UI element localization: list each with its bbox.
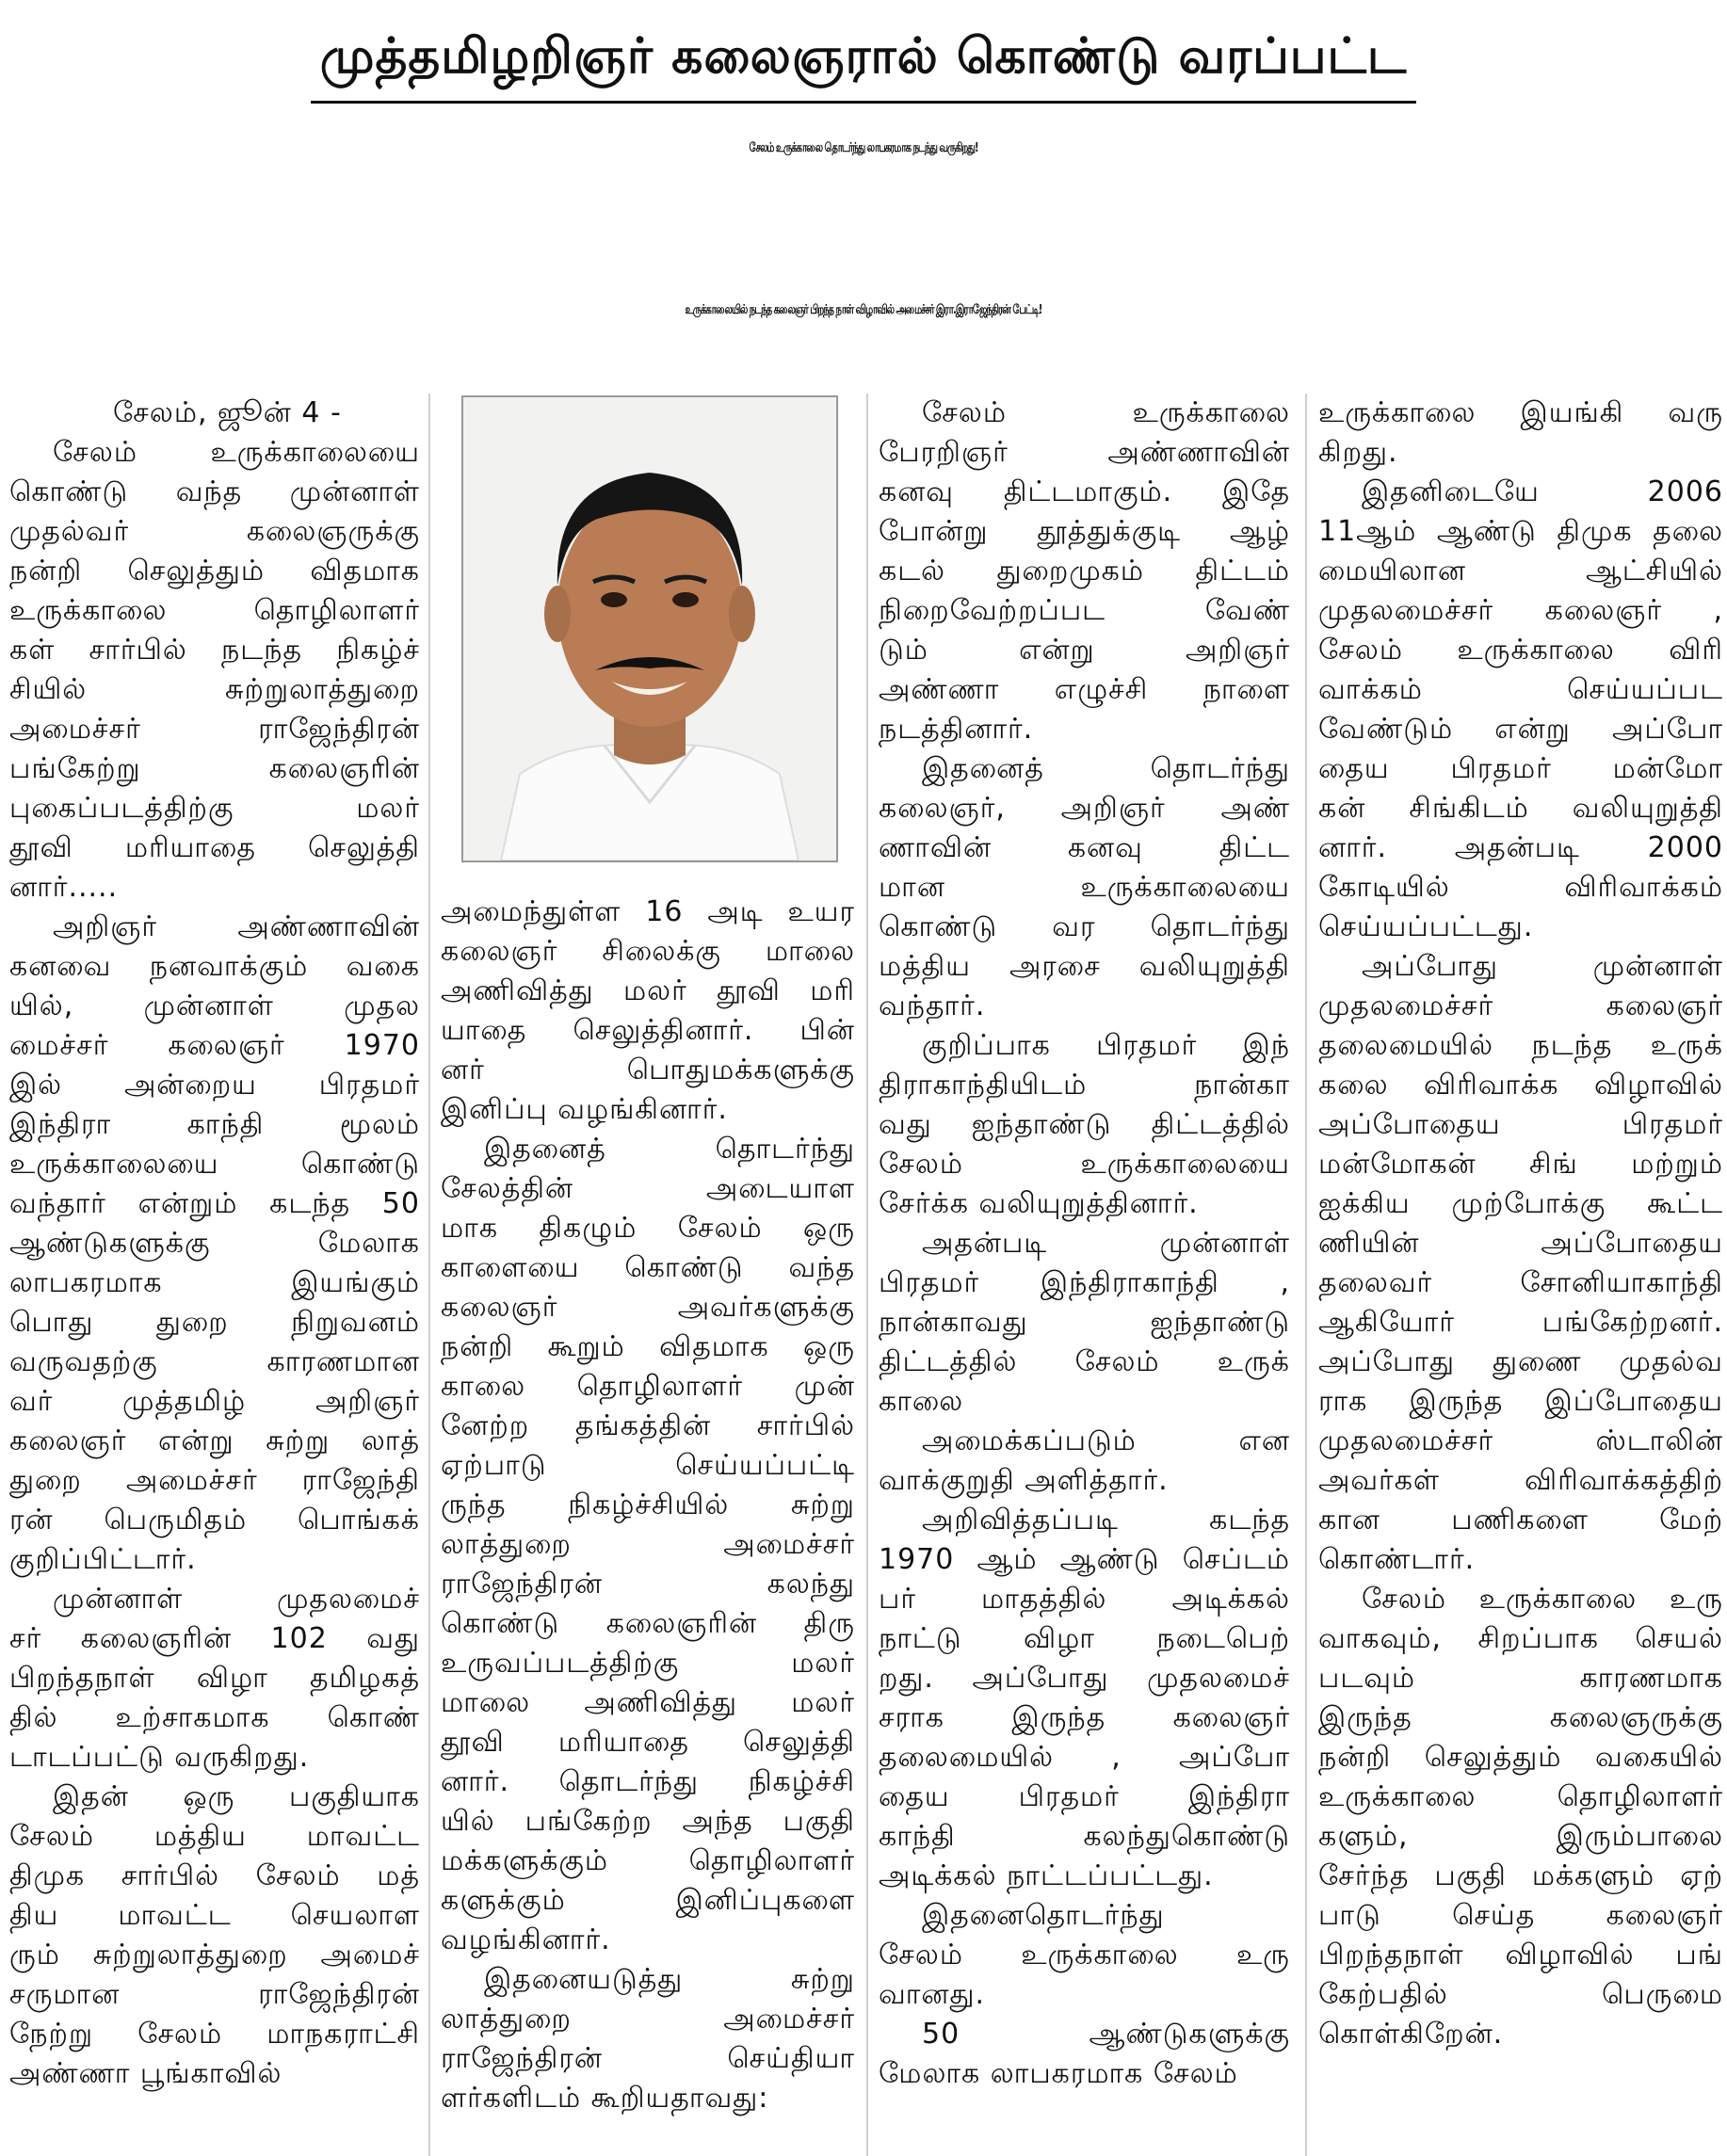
article-line: உருக்காலை தொழிலாளர் <box>9 594 420 627</box>
kicker <box>0 28 1727 104</box>
article-line: முதல்வர் கலைஞருக்கு <box>9 515 420 548</box>
article-line: இதனைத் தொடர்ந்து <box>922 752 1290 785</box>
article-line: தில் உற்சாகமாக கொண் <box>9 1701 420 1734</box>
article-line: கலைஞர் என்று சுற்று லாத் <box>9 1424 420 1457</box>
article-line: கலைஞர், அறிஞர் அண் <box>879 792 1290 825</box>
article-line: களுக்கும் இனிப்புகளை <box>441 1884 855 1917</box>
article-line: அப்போது துணை முதல்வ <box>1318 1345 1723 1378</box>
article-line: ஆகியோர் பங்கேற்றனர். <box>1318 1306 1723 1339</box>
article-line: உருக்காலை தொழிலாளர் <box>1318 1780 1723 1813</box>
article-line: சேலம் உருக்காலையை <box>879 1148 1290 1181</box>
article-line: மைச்சர் கலைஞர் 1970 <box>9 1029 420 1062</box>
article-line: அறிஞர் அண்ணாவின் <box>53 910 420 943</box>
article-line: 1970 ஆம் ஆண்டு செப்டம் <box>879 1543 1290 1576</box>
article-line: காந்தி கலந்துகொண்டு <box>879 1820 1290 1853</box>
article-line: பர் மாதத்தில் அடிக்கல் <box>879 1583 1290 1616</box>
article-line: டாடப்பட்டு வருகிறது. <box>9 1741 310 1774</box>
article-line: கொண்டார். <box>1318 1543 1476 1576</box>
article-line: சியில் சுற்றுலாத்துறை <box>9 673 420 706</box>
article-line: திராகாந்தியிடம் நான்கா <box>879 1069 1290 1102</box>
article-line: சேலம் உருக்காலை <box>922 396 1290 429</box>
article-line: சராக இருந்த கலைஞர் <box>879 1701 1290 1734</box>
article-line: முதலமைச்சர் கலைஞர் <box>1318 990 1723 1022</box>
article-line: சேர்ந்த பகுதி மக்களும் ஏற் <box>1318 1859 1723 1892</box>
article-line: படவும் காரணமாக <box>1318 1662 1723 1695</box>
article-line: லாபகரமாக இயங்கும் <box>9 1266 420 1299</box>
article-line: இல் அன்றைய பிரதமர் <box>9 1069 420 1102</box>
kicker-text: முத்தமிழறிஞர் கலைஞரால் கொண்டு வரப்பட்ட <box>311 28 1417 104</box>
article-line: முன்னாள் முதலமைச் <box>53 1583 420 1616</box>
article-line: இதனைதொடர்ந்து <box>922 1899 1165 1932</box>
article-line: அமைச்சர் ராஜேந்திரன் <box>9 713 420 746</box>
article-line: திமுக சார்பில் சேலம் மத் <box>9 1859 420 1892</box>
article-line: அதன்படி முன்னாள் <box>922 1227 1290 1260</box>
article-line: இதன் ஒரு பகுதியாக <box>53 1780 420 1813</box>
article-line: இதனைத் தொடர்ந்து <box>484 1133 855 1166</box>
article-line: போன்று தூத்துக்குடி ஆழ் <box>879 515 1290 548</box>
article-line: உருக்காலையை கொண்டு <box>9 1148 420 1181</box>
article-line: ராஜேந்திரன் கலந்து <box>441 1568 855 1601</box>
article-line: பாடு செய்த கலைஞர் <box>1318 1899 1723 1932</box>
article-line: னார். அதன்படி 2000 <box>1318 831 1723 864</box>
article-line: அறிவித்தப்படி கடந்த <box>922 1504 1290 1537</box>
article-line: தலைமையில் நடந்த உருக் <box>1318 1029 1723 1062</box>
article-line: னார்..... <box>9 871 119 904</box>
article-line: செய்யப்பட்டது. <box>1318 910 1534 943</box>
article-line: அவர்கள் விரிவாக்கத்திற் <box>1318 1464 1723 1497</box>
article-line: கடல் துறைமுகம் திட்டம் <box>879 555 1290 587</box>
article-line: பிறந்தநாள் விழாவில் பங் <box>1318 1939 1723 1971</box>
article-line: அண்ணா பூங்காவில் <box>9 2057 282 2090</box>
article-line: ணியின் அப்போதைய <box>1318 1227 1723 1260</box>
article-line: டும் என்று அறிஞர் <box>879 634 1290 667</box>
article-line: நடத்தினார். <box>879 713 1034 746</box>
article-line: வழங்கினார். <box>441 1923 611 1956</box>
article-column-2 <box>441 893 855 2156</box>
article-line: பேரறிஞர் அண்ணாவின் <box>879 436 1290 469</box>
article-line: ராக இருந்த இப்போதைய <box>1318 1385 1723 1418</box>
article-line: கான பணிகளை மேற் <box>1318 1504 1723 1537</box>
article-line: வந்தார் என்றும் கடந்த 50 <box>9 1187 420 1220</box>
article-line: சேலம் உருக்காலை விரி <box>1318 634 1723 667</box>
article-line: லாத்துறை அமைச்சர் <box>441 2003 855 2035</box>
article-column-4 <box>1318 394 1723 2156</box>
article-line: திய மாவட்ட செயலாள <box>9 1899 420 1932</box>
article-line: சேர்க்க வலியுறுத்தினார். <box>879 1187 1199 1220</box>
article-line: தைய பிரதமர் இந்திரா <box>879 1780 1290 1813</box>
article-line: மாக திகழும் சேலம் ஒரு <box>441 1212 855 1245</box>
article-line: கொள்கிறேன். <box>1318 2018 1504 2051</box>
article-line: நாட்டு விழா நடைபெற் <box>879 1622 1290 1655</box>
article-line: ணாவின் கனவு திட்ட <box>879 831 1290 864</box>
article-line: வந்தார். <box>879 990 986 1022</box>
article-line: பங்கேற்று கலைஞரின் <box>9 752 420 785</box>
article-line: பொது துறை நிறுவனம் <box>9 1306 420 1339</box>
article-line: முதலமைச்சர் கலைஞர் , <box>1318 594 1723 627</box>
article-line: ரன் பெருமிதம் பொங்கக் <box>9 1504 420 1537</box>
article-line: னேற்ற தங்கத்தின் சார்பில் <box>441 1409 855 1442</box>
article-line: ஏற்பாடு செய்யப்பட்டி <box>441 1449 855 1482</box>
article-line: மக்களுக்கும் தொழிலாளர் <box>441 1844 855 1877</box>
article-line: பிறந்தநாள் விழா தமிழகத் <box>9 1662 420 1695</box>
article-line: மேலாக லாபகரமாக சேலம் <box>879 2057 1238 2090</box>
article-line: னார். தொடர்ந்து நிகழ்ச்சி <box>441 1765 855 1798</box>
article-line: வருவதற்கு காரணமான <box>9 1345 420 1378</box>
article-line: மாலை அணிவித்து மலர் <box>441 1686 855 1719</box>
article-line: கேற்பதில் பெருமை <box>1318 1978 1723 2011</box>
article-line: ருந்த நிகழ்ச்சியில் சுற்று <box>441 1488 855 1521</box>
article-line: நிறைவேற்றப்பட வேண் <box>879 594 1290 627</box>
article-line: தூவி மரியாதை செலுத்தி <box>441 1726 855 1759</box>
article-line: அப்போது முன்னாள் <box>1362 950 1723 983</box>
article-line: 50 ஆண்டுகளுக்கு <box>922 2018 1290 2051</box>
article-line: சருமான ராஜேந்திரன் <box>9 1978 420 2011</box>
article-line: சேலம் உருக்காலையை <box>53 436 420 469</box>
article-line: சேலம், ஜூன் 4 - <box>113 396 342 429</box>
article-line: காலை <box>879 1385 964 1418</box>
article-line: லாத்துறை அமைச்சர் <box>441 1528 855 1561</box>
article-line: சேலம் மத்திய மாவட்ட <box>9 1820 420 1853</box>
article-line: சேலம் உருக்காலை உரு <box>879 1939 1290 1971</box>
portrait-photo <box>461 395 838 862</box>
article-line: கலை விரிவாக்க விழாவில் <box>1318 1069 1723 1102</box>
article-line: இருந்த கலைஞருக்கு <box>1318 1701 1723 1734</box>
article-line: றது. அப்போது முதலமைச் <box>879 1662 1290 1695</box>
article-line: கள் சார்பில் நடந்த நிகழ்ச் <box>9 634 420 667</box>
article-line: கனவை நனவாக்கும் வகை <box>9 950 420 983</box>
article-line: ராஜேந்திரன் செய்தியா <box>441 2042 855 2075</box>
article-line: அமைக்கப்படும் என <box>922 1424 1290 1457</box>
article-line: தூவி மரியாதை செலுத்தி <box>9 831 420 864</box>
article-line: கிறது. <box>1318 436 1398 469</box>
article-line: யில் பங்கேற்ற அந்த பகுதி <box>441 1805 855 1838</box>
article-line: நேற்று சேலம் மாநகராட்சி <box>9 2018 420 2051</box>
article-line: கொண்டு கலைஞரின் திரு <box>441 1607 855 1640</box>
article-line: மையிலான ஆட்சியில் <box>1318 555 1723 587</box>
article-line: இதனிடையே 2006 <box>1362 475 1723 508</box>
article-line: உருக்காலை இயங்கி வரு <box>1318 396 1723 429</box>
article-line: மத்திய அரசை வலியுறுத்தி <box>879 950 1290 983</box>
article-line: ஐக்கிய முற்போக்கு கூட்ட <box>1318 1187 1723 1220</box>
article-line: குறிப்பாக பிரதமர் இந் <box>922 1029 1290 1062</box>
article-line: 11ஆம் ஆண்டு திமுக தலை <box>1318 515 1723 548</box>
article-line: பிரதமர் இந்திராகாந்தி , <box>879 1266 1290 1299</box>
article-line: அணிவித்து மலர் தூவி மரி <box>441 974 855 1007</box>
article-line: னர் பொதுமக்களுக்கு <box>441 1054 855 1086</box>
article-line: சேலத்தின் அடையாள <box>441 1172 855 1205</box>
article-line: வது ஐந்தாண்டு திட்டத்தில் <box>879 1108 1290 1141</box>
article-line: கொண்டு வர தொடர்ந்து <box>879 910 1290 943</box>
article-line: தைய பிரதமர் மன்மோ <box>1318 752 1723 785</box>
article-line: ளர்களிடம் கூறியதாவது: <box>441 2082 769 2115</box>
portrait-illustration <box>463 397 836 861</box>
article-line: தலைவர் சோனியாகாந்தி <box>1318 1266 1723 1299</box>
article-line: கன் சிங்கிடம் வலியுறுத்தி <box>1318 792 1723 825</box>
article-line: நன்றி செலுத்தும் வகையில் <box>1318 1741 1723 1774</box>
article-line: அடிக்கல் நாட்டப்பட்டது. <box>879 1859 1214 1892</box>
article-line: இதனையடுத்து சுற்று <box>484 1963 855 1996</box>
article-line: நன்றி செலுத்தும் விதமாக <box>9 555 420 587</box>
article-line: அண்ணா எழுச்சி நாளை <box>879 673 1290 706</box>
article-line: சர் கலைஞரின் 102 வது <box>9 1622 420 1655</box>
subhead: உருக்காலையில் நடந்த கலைஞர் பிறந்த நாள் விழாவில் அமைச்சர் இரா.இராஜேந்திரன் பேட்டி! <box>685 303 1042 317</box>
article-line: துறை அமைச்சர் ராஜேந்தி <box>9 1464 420 1497</box>
article-line: காளையை கொண்டு வந்த <box>441 1251 855 1284</box>
article-line: அமைந்துள்ள 16 அடி உயர <box>441 895 855 928</box>
article-line: கனவு திட்டமாகும். இதே <box>879 475 1290 508</box>
article-line: முதலமைச்சர் ஸ்டாலின் <box>1318 1424 1723 1457</box>
article-line: திட்டத்தில் சேலம் உருக் <box>879 1345 1290 1378</box>
headline: சேலம் உருக்காலை தொடர்ந்து லாபகரமாக நடந்து வருகிறது! <box>749 141 978 155</box>
article-line: யாதை செலுத்தினார். பின் <box>441 1014 855 1047</box>
article-line: இனிப்பு வழங்கினார். <box>441 1093 728 1126</box>
article-line: புகைப்படத்திற்கு மலர் <box>9 792 420 825</box>
article-line: கலைஞர் சிலைக்கு மாலை <box>441 935 855 968</box>
article-line: காலை தொழிலாளர் முன் <box>441 1370 855 1403</box>
article-line: இந்திரா காந்தி மூலம் <box>9 1108 420 1141</box>
article-line: கலைஞர் அவர்களுக்கு <box>441 1291 855 1324</box>
article-line: குறிப்பிட்டார். <box>9 1543 197 1576</box>
article-line: மான உருக்காலையை <box>879 871 1290 904</box>
article-line: வேண்டும் என்று அப்போ <box>1318 713 1723 746</box>
article-line: வாக்குறுதி அளித்தார். <box>879 1464 1169 1497</box>
article-line: வாகவும், சிறப்பாக செயல் <box>1318 1622 1723 1655</box>
article-line: அப்போதைய பிரதமர் <box>1318 1108 1723 1141</box>
article-line: நன்றி கூறும் விதமாக ஒரு <box>441 1330 855 1363</box>
article-line: கொண்டு வந்த முன்னாள் <box>9 475 420 508</box>
article-line: ரும் சுற்றுலாத்துறை அமைச் <box>9 1939 420 1971</box>
article-line: ஆண்டுகளுக்கு மேலாக <box>9 1227 420 1260</box>
article-line: கோடியில் விரிவாக்கம் <box>1318 871 1723 904</box>
article-line: யில், முன்னாள் முதல <box>9 990 420 1022</box>
article-column-3 <box>879 394 1290 2156</box>
article-line: களும், இரும்பாலை <box>1318 1820 1723 1853</box>
article-line: வர் முத்தமிழ் அறிஞர் <box>9 1385 420 1418</box>
article-line: நான்காவது ஐந்தாண்டு <box>879 1306 1290 1339</box>
article-line: மன்மோகன் சிங் மற்றும் <box>1318 1148 1723 1181</box>
article-line: தலைமையில் , அப்போ <box>879 1741 1290 1774</box>
article-line: வானது. <box>879 1978 986 2011</box>
article-column-1 <box>9 394 420 2156</box>
article-line: உருவப்படத்திற்கு மலர் <box>441 1647 855 1680</box>
article-line: வாக்கம் செய்யப்பட <box>1318 673 1723 706</box>
article-line: சேலம் உருக்காலை உரு <box>1362 1583 1723 1616</box>
